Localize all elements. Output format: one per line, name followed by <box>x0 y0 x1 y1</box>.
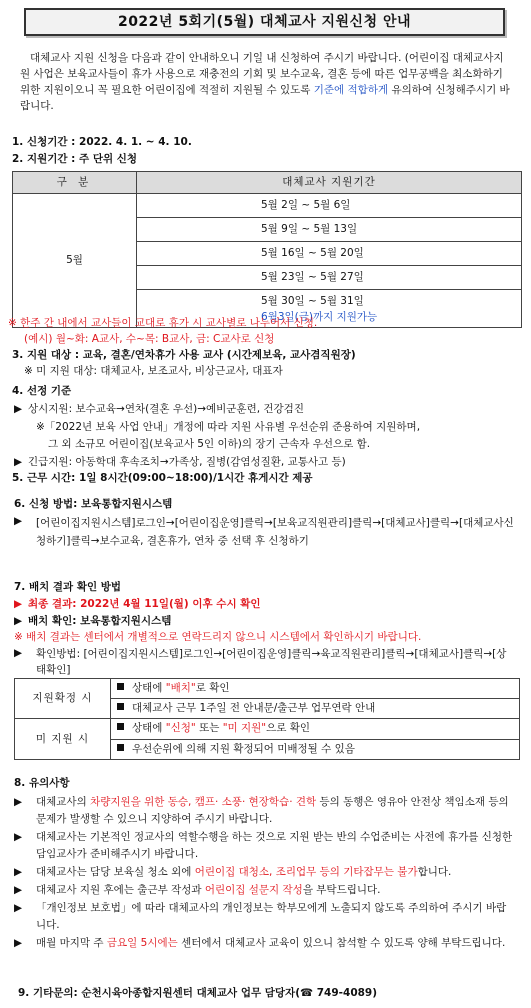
list-item <box>14 935 514 952</box>
status-text: 대체교사 근무 1주일 전 안내문/출근부 업무연락 안내 <box>132 702 376 715</box>
result-note: ※ 배치 결과는 센터에서 개별적으로 연락드리지 않으니 시스템에서 확인하시기 바랍니다. <box>14 631 422 643</box>
period-text: 5월 30일 ~ 5월 31일 <box>261 295 364 307</box>
status-highlight: "미 지원" <box>222 722 267 735</box>
section-4-criteria: 4. 선정 기준 <box>12 385 72 397</box>
note-text <box>36 864 451 881</box>
section-7-result: 7. 배치 결과 확인 방법 <box>14 581 122 593</box>
note-highlight: 금요일 5시에는 <box>106 937 178 949</box>
status-table <box>14 678 520 760</box>
square-bullet-icon <box>117 683 124 690</box>
table-header-category: 구 분 <box>13 172 137 194</box>
list-item <box>14 882 514 899</box>
list-item <box>14 900 514 934</box>
status-text: 상태에 <box>132 722 166 735</box>
page-title: 2022년 5회기(5월) 대체교사 지원신청 안내 <box>24 8 505 36</box>
method-detail-text: [어린이집지원시스템]로그인→[어린이집운영]클릭→[보육교직원관리]클릭→[대체교사]클릭→[대체교사신청하기]클릭→보수교육, 결혼휴가, 연차 중 선택 후 신청하기 <box>36 517 514 547</box>
status-text: 또는 <box>195 722 223 735</box>
note-highlight: 어린이집 대청소, 조리업무 등의 기타잡무는 불가 <box>194 866 418 878</box>
triangle-right-icon: ▶ <box>14 937 23 949</box>
triangle-right-icon: ▶ <box>14 866 23 878</box>
note-part: 합니다. <box>417 866 452 878</box>
result-final-date <box>14 597 524 612</box>
note-part: 「개인정보 보호법」에 따라 대체교사의 개인정보는 학부모에게 노출되지 않도록 주의하여 주시기 바랍니다. <box>36 902 507 931</box>
section-2-support-period: 2. 지원기간 : 주 단위 신청 <box>12 153 138 165</box>
status-highlight: "신청" <box>165 722 196 735</box>
triangle-right-icon: ▶ <box>14 456 23 468</box>
criteria-regular-text: 상시지원: 보수교육→연차(결혼 우선)→예비군훈련, 건강검진 <box>28 403 304 415</box>
square-bullet-icon <box>117 703 124 710</box>
status-text: 상태에 <box>132 682 166 694</box>
list-item <box>14 864 514 881</box>
status-denied-label: 미 지원 시 <box>15 719 111 759</box>
method-detail <box>14 514 514 550</box>
note-text <box>36 882 381 899</box>
note-highlight: 어린이집 설문지 작성 <box>204 884 303 896</box>
status-confirmed-a <box>111 679 520 699</box>
note-highlight: 차량지원을 위한 동승, 캠프· 소풍· 현장학습· 견학 <box>90 796 317 808</box>
section-1-application-period: 1. 신청기간 : 2022. 4. 1. ~ 4. 10. <box>12 136 192 148</box>
result-system <box>14 614 524 629</box>
square-bullet-icon <box>117 723 124 730</box>
criteria-note-1: ※「2022년 보육 사업 안내」개정에 따라 지원 사유별 우선순위 준용하여 지원하며, <box>36 421 421 433</box>
table-row-period: 5월 23일 ~ 5월 27일 <box>137 266 522 290</box>
triangle-right-icon: ▶ <box>14 884 23 896</box>
status-text: 우선순위에 의해 지원 확정되어 미배정될 수 있음 <box>132 742 355 755</box>
note-part: 을 부탁드립니다. <box>302 884 381 896</box>
table-row-period: 5월 16일 ~ 5월 20일 <box>137 242 522 266</box>
list-item <box>14 829 514 863</box>
note-text <box>36 829 514 863</box>
square-bullet-icon <box>117 744 124 751</box>
note-text <box>36 900 514 934</box>
section-9-contact: 9. 기타문의: 순천시육아종합지원센터 대체교사 업무 담당자(☎ 749-4089) <box>18 987 378 999</box>
table-row-period: 5월 2일 ~ 5월 6일 <box>137 194 522 218</box>
status-text: 으로 확인 <box>266 722 311 735</box>
intro-text-end: 유의하여 신청해주시기 바랍니다. <box>20 84 510 112</box>
note-text <box>36 794 514 828</box>
criteria-regular <box>14 402 524 417</box>
list-item <box>14 794 514 828</box>
note-part: 대체교사는 기본적인 정교사의 역할수행을 하는 것으로 지원 받는 반의 수업준비는 사전에 휴가를 신청한 담임교사가 준비해주시기 바랍니다. <box>36 831 513 860</box>
status-confirmed-label: 지원확정 시 <box>15 679 111 719</box>
red-note-alternation: ※ 한주 간 내에서 교사들이 교대로 휴가 시 교사별로 나누어서 신청. <box>8 317 318 329</box>
note-part: 매월 마지막 주 <box>36 937 107 949</box>
section-6-method: 6. 신청 방법: 보육통합지원시스템 <box>14 498 173 510</box>
criteria-urgent <box>14 455 524 470</box>
support-period-table <box>12 171 522 328</box>
intro-highlight: 기준에 적합하게 <box>313 84 389 96</box>
status-denied-b <box>111 739 520 759</box>
result-system-text: 배치 확인: 보육통합지원시스템 <box>28 615 172 627</box>
section-5-hours: 5. 근무 시간: 1일 8시간(09:00~18:00)/1시간 휴게시간 제공 <box>12 472 313 484</box>
criteria-urgent-text: 긴급지원: 아동학대 후속조치→가족상, 질병(감염성질환, 교통사고 등) <box>28 456 346 468</box>
table-header-period: 대체교사 지원기간 <box>137 172 522 194</box>
status-denied-a <box>111 719 520 739</box>
status-text: 로 확인 <box>195 682 230 694</box>
note-part: 대체교사 지원 후에는 출근부 작성과 <box>36 884 205 896</box>
section-8-notes: 8. 유의사항 <box>14 777 70 789</box>
result-check-method <box>14 646 514 678</box>
triangle-right-icon: ▶ <box>14 598 23 610</box>
table-month-cell: 5월 <box>13 194 137 328</box>
intro-text: 대체교사 지원 신청을 다음과 같이 안내하오니 기일 내 신청하여 주시기 바랍니다. (어린이집 대체교사지원 사업은 보육교사들이 휴가 사용으로 재충전의 기회 및 보수교육, 결혼 등에 따른 업무공백을 최소화하기 위한 지원이오니 꼭 필요한 어린이집에 적절히 지원될 수 있도록 <box>20 52 504 96</box>
criteria-note-2: 그 외 소규모 어린이집(보육교사 5인 이하)의 장기 근속자 우선으로 함. <box>48 438 371 450</box>
triangle-right-icon: ▶ <box>14 403 23 415</box>
note-part: 대체교사는 담당 보육실 청소 외에 <box>36 866 195 878</box>
red-note-example: (예시) 월~화: A교사, 수~목: B교사, 금: C교사로 신청 <box>24 333 275 345</box>
period-extension-note: 6월3일(금)까지 지원가능 <box>261 311 378 323</box>
section-3-target: 3. 지원 대상 : 교육, 결혼/연차휴가 사용 교사 (시간제보육, 교사겸직원장) <box>12 349 356 361</box>
intro-paragraph <box>20 50 512 114</box>
status-confirmed-b <box>111 699 520 719</box>
notes-list <box>14 794 514 953</box>
triangle-right-icon: ▶ <box>14 831 23 843</box>
note-part: 등의 동행은 영유아 안전상 책임소재 등의 문제가 발생할 수 있으니 지양하여 주시기 바랍니다. <box>36 796 509 825</box>
triangle-right-icon: ▶ <box>14 902 23 914</box>
note-text <box>36 935 505 952</box>
triangle-right-icon: ▶ <box>14 796 23 808</box>
result-final-date-text: 최종 결과: 2022년 4월 11일(월) 이후 수시 확인 <box>28 598 261 610</box>
note-part: 센터에서 대체교사 교육이 있으니 참석할 수 있도록 양해 부탁드립니다. <box>177 937 506 949</box>
status-highlight: "배치" <box>165 682 196 694</box>
triangle-right-icon: ▶ <box>14 615 23 627</box>
result-check-method-text: 확인방법: [어린이집지원시스템]로그인→[어린이집운영]클릭→육교직원관리]클릭→[대체교사]클릭→[상태확인] <box>36 648 507 676</box>
table-row-period: 5월 9일 ~ 5월 13일 <box>137 218 522 242</box>
section-3-excluded: ※ 미 지원 대상: 대체교사, 보조교사, 비상근교사, 대표자 <box>24 365 283 377</box>
triangle-right-icon: ▶ <box>14 515 23 527</box>
note-part: 대체교사의 <box>36 796 91 808</box>
triangle-right-icon: ▶ <box>14 647 23 659</box>
